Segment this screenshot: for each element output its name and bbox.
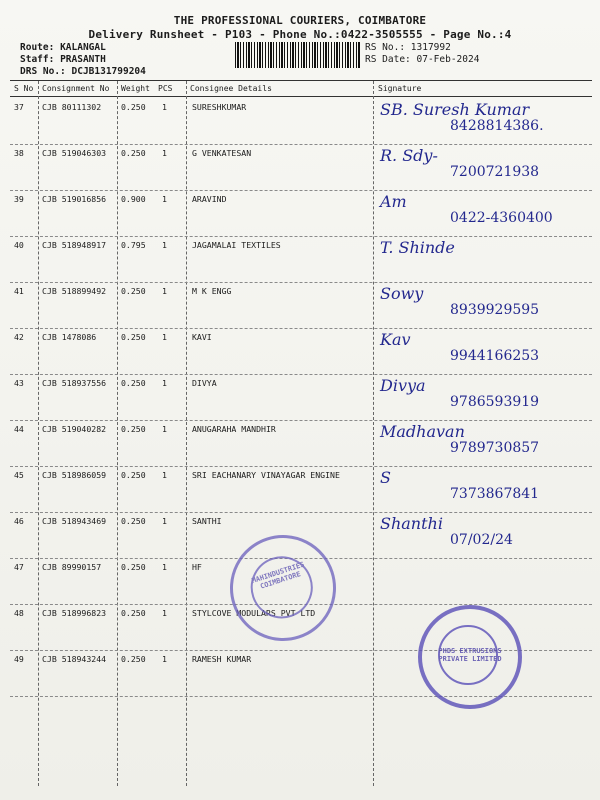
cell-pcs: 1 [162,516,167,526]
cell-weight: 0.250 [121,332,146,342]
handwritten-phone: 07/02/24 [450,532,513,548]
cell-weight: 0.250 [121,608,146,618]
cell-consignment: CJB 518986059 [42,470,107,480]
cell-consignment: CJB 518943469 [42,516,107,526]
drs-line: DRS No.: DCJB131799204 [20,66,146,77]
cell-sno: 43 [14,378,24,388]
cell-weight: 0.250 [121,286,146,296]
table-row [10,282,592,329]
rs-no-value: 1317992 [410,42,451,53]
cell-consignment: CJB 518899492 [42,286,107,296]
cell-consignee: HF [192,562,202,572]
stamp-text: PHDS EXTRUSIONS PRIVATE LIMITED [438,647,502,663]
cell-weight: 0.250 [121,424,146,434]
handwritten-phone: 0422-4360400 [450,210,553,226]
handwritten-signature: R. Sdy- [380,146,438,165]
cell-weight: 0.795 [121,240,146,250]
cell-pcs: 1 [162,378,167,388]
cell-weight: 0.250 [121,378,146,388]
table-row [10,374,592,421]
stamp-text: MAHINDUSTRIES COIMBATORE [250,560,306,591]
cell-weight: 0.250 [121,470,146,480]
col-pcs: PCS [158,84,173,93]
cell-consignee: KAVI [192,332,212,342]
cell-consignment: CJB 1478086 [42,332,97,342]
handwritten-phone: 7373867841 [450,486,540,502]
col-sno: S No [14,84,34,93]
cell-weight: 0.250 [121,102,146,112]
cell-sno: 41 [14,286,24,296]
table-row [10,420,592,467]
rs-date-value: 07-Feb-2024 [416,54,480,65]
company-title: THE PROFESSIONAL COURIERS, COIMBATORE [173,14,427,27]
cell-sno: 47 [14,562,24,572]
cell-consignment: CJB 519040282 [42,424,107,434]
staff-value: PRASANTH [60,54,106,65]
cell-weight: 0.250 [121,562,146,572]
col-signature: Signature [378,84,422,93]
handwritten-phone: 7200721938 [450,164,540,180]
cell-consignment: CJB 80111302 [42,102,102,112]
cell-consignee: M K ENGG [192,286,232,296]
cell-sno: 42 [14,332,24,342]
cell-sno: 40 [14,240,24,250]
cell-consignment: CJB 519016856 [42,194,107,204]
cell-weight: 0.250 [121,516,146,526]
runsheet-title: Delivery Runsheet - P103 - Phone No.:0422-3505555 - Page No.:4 [88,28,512,41]
cell-weight: 0.250 [121,654,146,664]
rs-date-line: RS Date: 07-Feb-2024 [365,54,480,65]
cell-weight: 0.250 [121,148,146,158]
cell-sno: 39 [14,194,24,204]
cell-consignment: CJB 518943244 [42,654,107,664]
cell-consignee: SRI EACHANARY VINAYAGAR ENGINE [192,470,340,480]
drs-value: DCJB131799204 [71,66,146,77]
cell-sno: 38 [14,148,24,158]
staff-line: Staff: PRASANTH [20,54,106,65]
handwritten-signature: Divya [380,376,426,395]
handwritten-phone: 9786593919 [450,394,540,410]
cell-sno: 48 [14,608,24,618]
cell-pcs: 1 [162,470,167,480]
cell-pcs: 1 [162,608,167,618]
cell-weight: 0.900 [121,194,146,204]
cell-pcs: 1 [162,286,167,296]
header-rule-top [10,80,592,81]
table-row [10,466,592,513]
company-stamp-right [418,605,522,709]
handwritten-signature: Kav [380,330,411,349]
table-row [10,98,592,145]
cell-consignee: DIVYA [192,378,217,388]
cell-consignment: CJB 519046303 [42,148,107,158]
cell-consignee: STYLCOVE MODULARS PVT LTD [192,608,316,618]
cell-consignee: ARAVIND [192,194,227,204]
handwritten-phone: 9944166253 [450,348,540,364]
cell-pcs: 1 [162,240,167,250]
cell-consignee: SURESHKUMAR [192,102,247,112]
cell-consignee: JAGAMALAI TEXTILES [192,240,281,250]
handwritten-signature: S [380,468,391,487]
cell-pcs: 1 [162,562,167,572]
cell-sno: 46 [14,516,24,526]
col-consignment: Consignment No [42,84,110,93]
cell-pcs: 1 [162,654,167,664]
handwritten-signature: Madhavan [380,422,465,441]
route-value: KALANGAL [60,42,106,53]
cell-consignment: CJB 518996823 [42,608,107,618]
cell-sno: 45 [14,470,24,480]
cell-consignment: CJB 518948917 [42,240,107,250]
table-row [10,190,592,237]
handwritten-phone: 8428814386. [450,118,544,134]
route-line: Route: KALANGAL [20,42,106,53]
table-row [10,236,592,283]
cell-consignee: RAMESH KUMAR [192,654,252,664]
cell-pcs: 1 [162,424,167,434]
handwritten-signature: T. Shinde [380,238,455,257]
cell-consignment: CJB 518937556 [42,378,107,388]
cell-consignee: ANUGARAHA MANDHIR [192,424,276,434]
handwritten-signature: Am [380,192,407,211]
handwritten-signature: Shanthi [380,514,443,533]
cell-pcs: 1 [162,194,167,204]
barcode [235,42,360,68]
cell-sno: 49 [14,654,24,664]
header-rule-bottom [10,96,592,97]
cell-consignee: SANTHI [192,516,222,526]
rs-no-line: RS No.: 1317992 [365,42,451,53]
col-weight: Weight [121,84,150,93]
table-row [10,328,592,375]
handwritten-signature: Sowy [380,284,424,303]
handwritten-phone: 9789730857 [450,440,540,456]
table-row [10,144,592,191]
handwritten-phone: 8939929595 [450,302,540,318]
cell-consignee: G VENKATESAN [192,148,252,158]
cell-pcs: 1 [162,332,167,342]
cell-sno: 44 [14,424,24,434]
handwritten-signature: SB. Suresh Kumar [380,100,530,119]
col-consignee: Consignee Details [190,84,272,93]
cell-pcs: 1 [162,102,167,112]
cell-sno: 37 [14,102,24,112]
cell-pcs: 1 [162,148,167,158]
cell-consignment: CJB 89990157 [42,562,102,572]
